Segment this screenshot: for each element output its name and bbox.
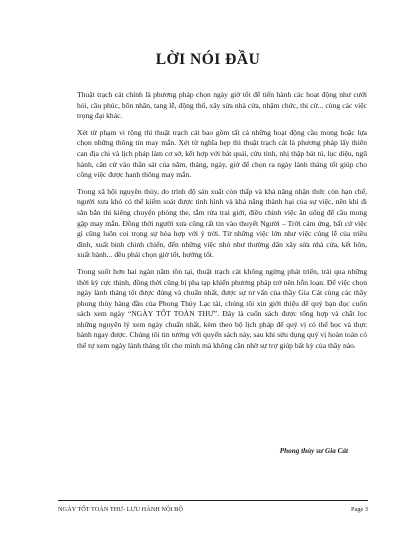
paragraph-3: Trong xã hội nguyên thủy, do trình độ sản xuất còn thấp và khả năng nhận thức còn hạn chế, người xưa khó có thể kiểm soát được tình hình và khả năng thành bại của sự việc, nên khi đi săn bắn thì kiêng chuyện phòng the, tắm rửa trai giới, điều chỉnh việc ăn uống để cầu mong gặp may mắn. Đồng thời người xưa cũng rất tin vào thuyết Người – Trời cảm ứng, bất cứ việc gì cũng luôn coi trọng sự hòa hợp với ý trời. Từ những việc lớn như việc cúng lễ của triều đình, xuất binh chinh chiến, đến những việc nhỏ như thường dân xây sửa nhà cửa, kết hôn, xuất hành... đều phải chọn giờ tốt, hướng tốt. <box>77 186 367 260</box>
page-number: Page 3 <box>351 506 368 513</box>
paragraph-4: Trong suốt hơn hai ngàn năm tồn tại, thuật trạch cát không ngừng phát triển, trải qua những thời kỳ cực thịnh, đồng thời cũng bị pha tạp khiến phương pháp trở nên hỗn loạn. Để việc chọn ngày lành tháng tốt được đúng và chuẩn nhất, được sự tư vấn của thầy Gia Cát cùng các thầy phong thủy hàng đầu của Phong Thủy Lạc tài, chúng tôi xin giới thiệu để quý bạn đọc cuốn sách xem ngày “NGÀY TỐT TOÀN THƯ”. Đây là cuốn sách được tổng hợp và chắt lọc những nguyên lý xem ngày chuẩn nhất, kèm theo bộ lịch pháp để quý vị có thể học và thực hành ngay được. Chúng tôi tin tưởng với quyển sách này, sau khi sửu dụng quý vị hoàn toàn có thể tự xem ngày lành tháng tốt cho mình mà không cần nhờ sự trợ giúp bất kỳ của thầy nào. <box>77 266 367 351</box>
document-title: LỜI NÓI ĐẦU <box>155 51 261 68</box>
footer-title: NGÀY TỐT TOÀN THƯ- LƯU HÀNH NỘI BỘ <box>58 506 183 513</box>
signature: Phong thủy sư Gia Cát <box>279 447 348 455</box>
page-footer <box>58 506 368 513</box>
document-body <box>77 90 367 358</box>
paragraph-1: Thuật trạch cát chính là phương pháp chọn ngày giờ tốt để tiến hành các hoạt động như cưới hỏi, cầu phúc, hôn nhân, tang lễ, động thổ, xây sửa nhà cửa, nhậm chức, thi cử... cùng các việc trọng đại khác. <box>77 90 367 121</box>
paragraph-2: Xét từ phạm vi rộng thì thuật trạch cát bao gồm tất cả những hoạt động cầu mong hoặc lựa chọn những thông tin may mắn. Xét từ nghĩa hẹp thì thuật trạch cát là phương pháp lấy thiên can địa chi và lịch pháp làm cơ sở, kết hợp với bát quái, cửu tinh, nhị thập bát tú, lục diệu, ngũ hành, căn cứ vào thần sát của năm, tháng, ngày, giờ để chọn ra ngày lành tháng tốt giúp cho công việc được hanh thông may mắn. <box>77 127 367 180</box>
footer-divider <box>58 500 368 501</box>
